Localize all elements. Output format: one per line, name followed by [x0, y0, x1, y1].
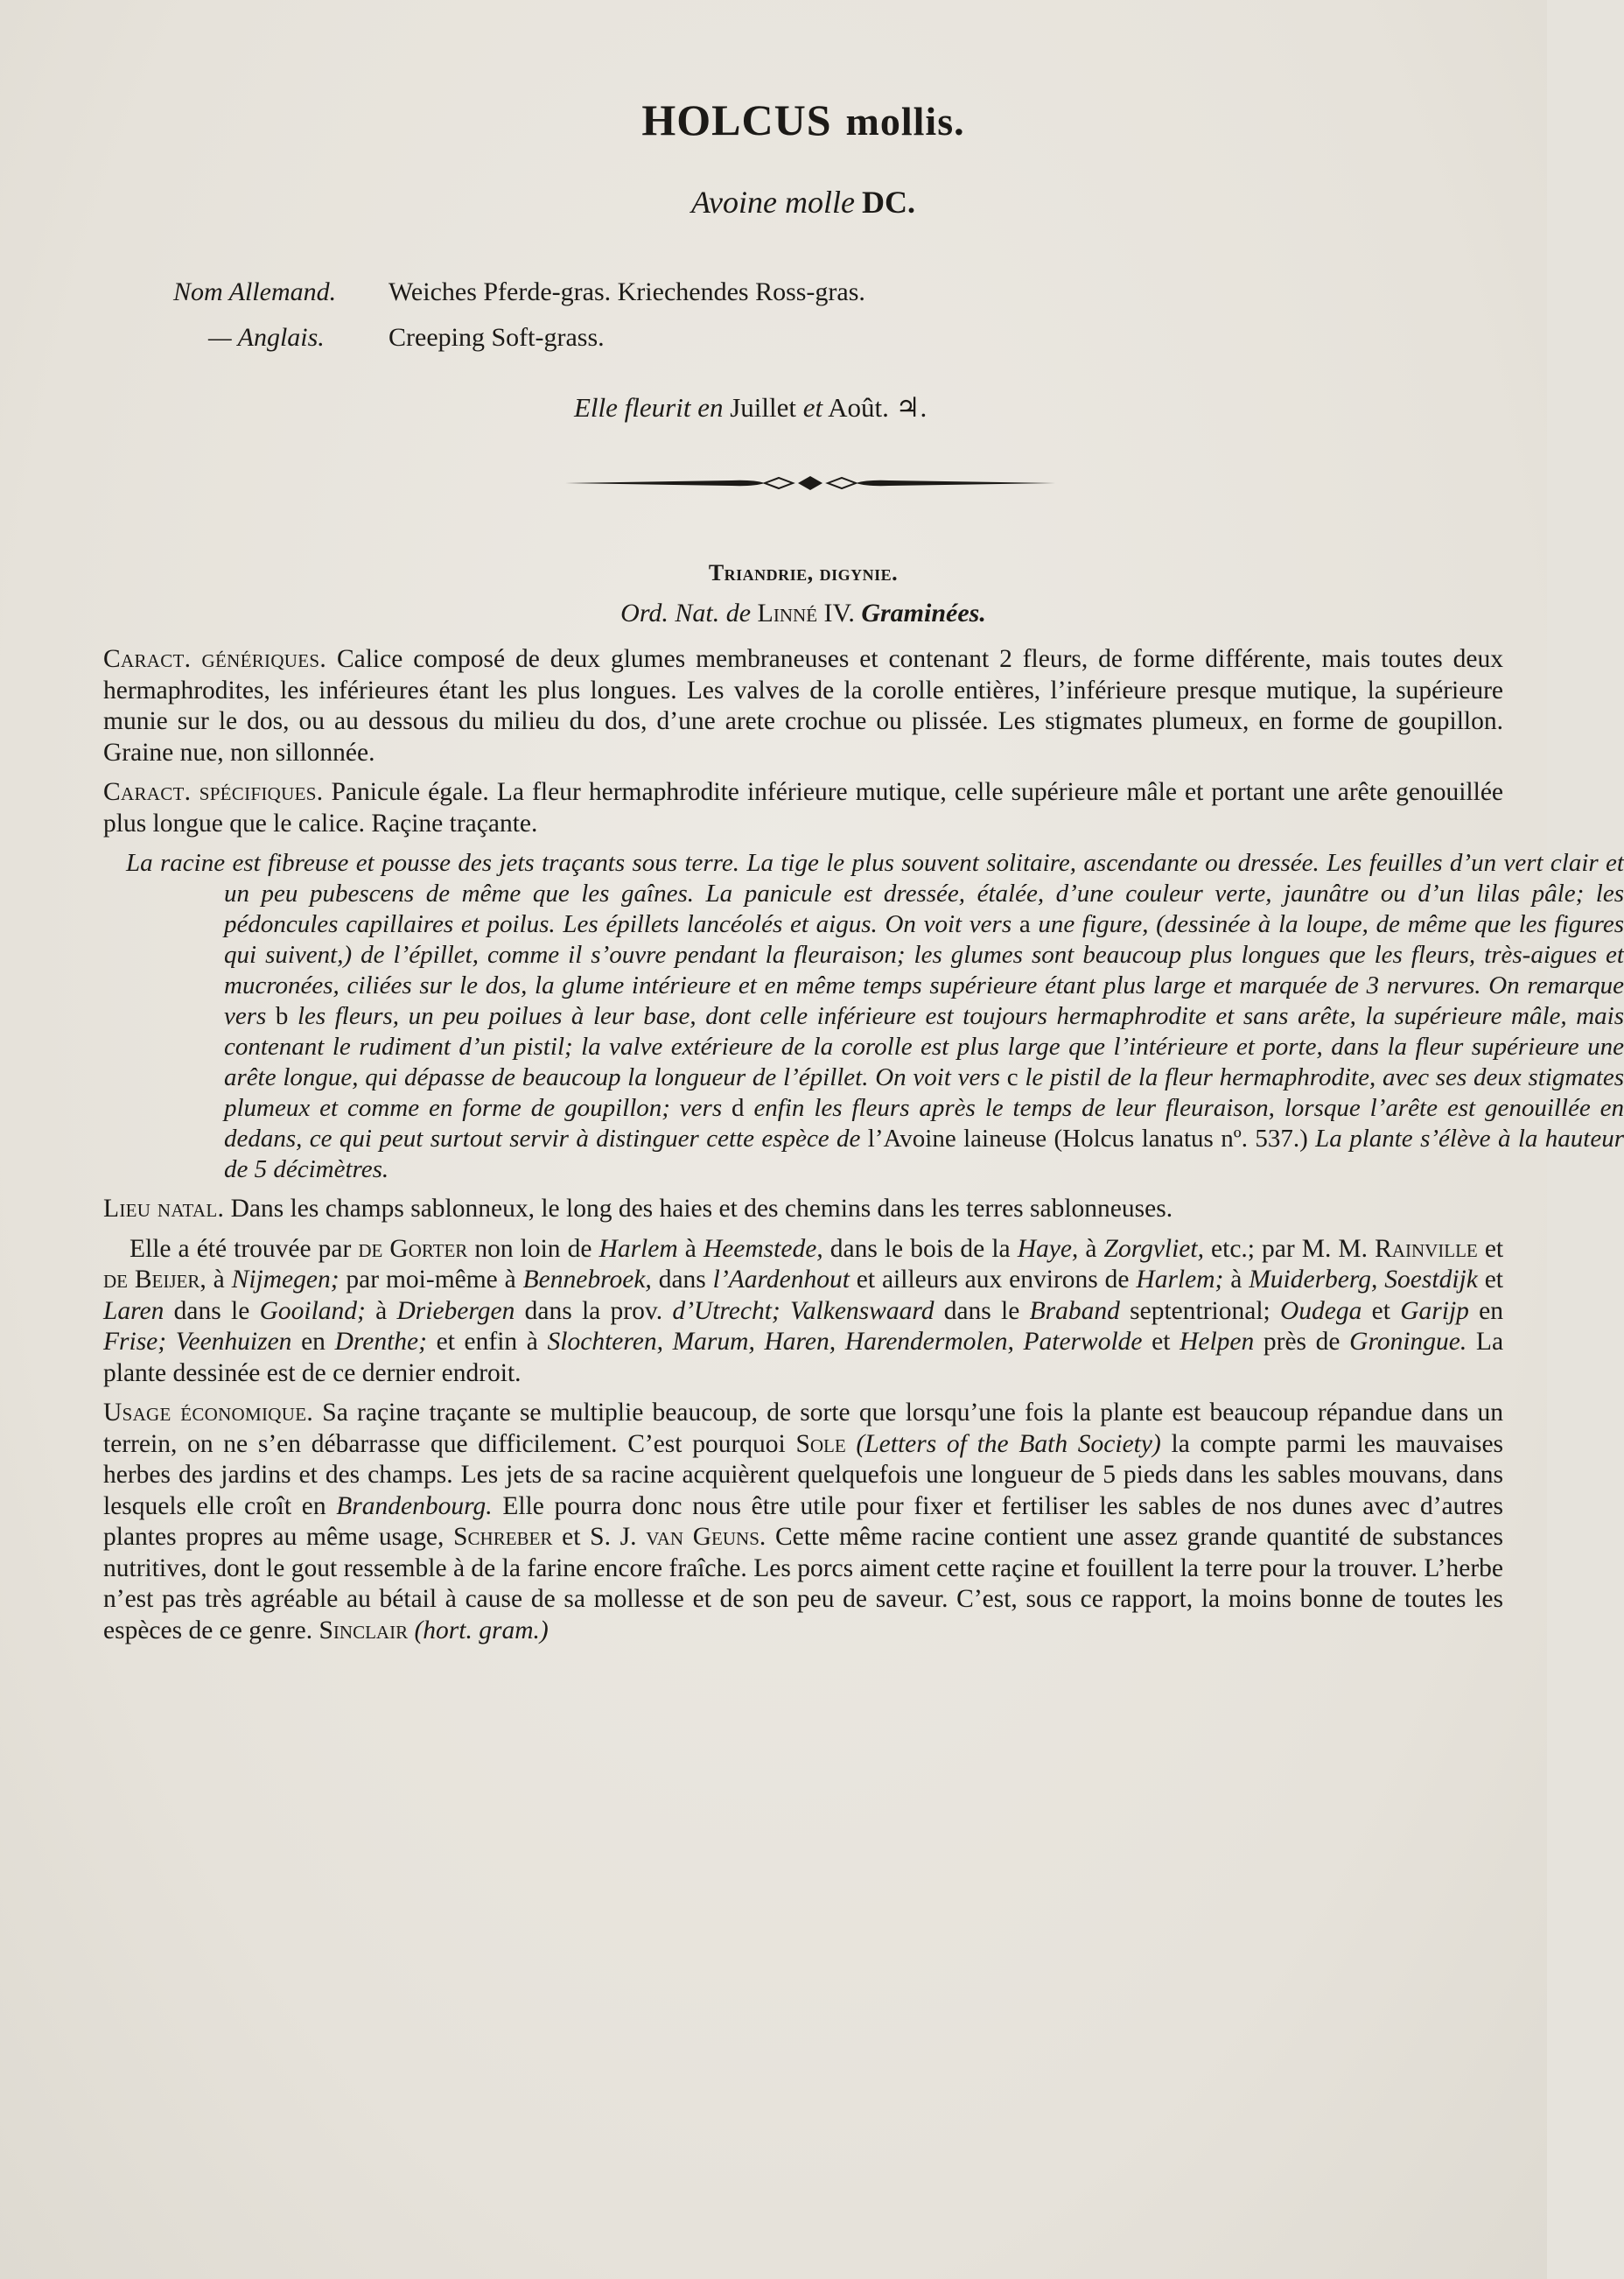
economic-use — [103, 1398, 1503, 1646]
place-name: Gooiland; — [259, 1296, 366, 1325]
locality-text: dans la prov. — [524, 1296, 663, 1325]
common-name-row — [173, 270, 1503, 315]
flowering-text: et — [802, 392, 823, 423]
section-text: et — [562, 1523, 581, 1551]
locality-text: dans le bois de la — [830, 1234, 1011, 1263]
description-text: le pistil de la fleur hermaphrodite, avec ses deux stigmates plumeux et comme en forme de goupillon; vers — [224, 1063, 1624, 1122]
classification: Triandrie, digynie. — [708, 560, 899, 586]
collector-name: de Beijer, — [103, 1266, 206, 1294]
generic-characters — [103, 644, 1503, 768]
place-name: Haye, — [1017, 1234, 1079, 1263]
figure-letter: d — [732, 1094, 745, 1122]
perennial-symbol: ♃. — [895, 392, 928, 423]
common-name-value: Creeping Soft-grass. — [388, 323, 605, 352]
french-name — [103, 184, 1503, 221]
place-name: Brandenbourg. — [336, 1491, 493, 1520]
section-text: Cette même racine contient une assez grande quantité de substances nutritives, dont le gout ressemble à de la farine encore fraîche. Les porcs aiment cette raçine et fouillent la terre pour la trouver. L’herbe n’est pas très agréable au bétail à cause de sa mollesse et de son peu de saveur. C’est, sous ce rapport, la moins bonne de toutes les espèces de ce genre. — [103, 1523, 1504, 1644]
locality-text: La plante dessinée est de ce dernier endroit. — [103, 1328, 1504, 1387]
ornament-divider — [565, 473, 1055, 494]
place-name: Nijmegen; — [231, 1266, 340, 1294]
order-text: Ord. Nat. de — [620, 599, 752, 628]
locality-text: à — [375, 1296, 388, 1325]
genus-name: HOLCUS — [641, 95, 832, 144]
author-name: Schreber — [453, 1523, 553, 1551]
order-linne: Linné — [757, 599, 818, 628]
description-text: La racine est fibreuse et pousse des jets traçants sous terre. La tige le plus souvent solitaire, ascendante ou dressée. Les feuilles d’un vert clair et un peu pubescens de même que les gaînes. La panicule est dressée, étalée, d’une couleur verte, jaunâtre ou d’un lilas pâle; les pédoncules capillaires et poilus. Les épillets lancéolés et aigus. On voit vers — [126, 849, 1624, 938]
common-name-row — [173, 315, 1503, 361]
author-name: Sole — [795, 1429, 846, 1458]
place-name: Oudega — [1279, 1296, 1362, 1325]
place-name: Slochteren, Marum, Haren, Harendermolen, Paterwolde — [547, 1328, 1143, 1356]
section-heading: Usage économique. — [103, 1399, 314, 1427]
order-number: IV. — [823, 599, 855, 628]
cross-reference: l’Avoine laineuse (Holcus lanatus nº. 537.) — [867, 1125, 1308, 1153]
place-name: Frise; Veenhuizen — [103, 1328, 292, 1356]
description-text: enfin les fleurs après le temps de leur fleuraison, lorsque l’arête est genouillée en dedans, ce qui peut surtout servir à distinguer cette espèce de — [224, 1094, 1624, 1153]
species-name: mollis. — [845, 99, 965, 144]
locality-text: dans le — [173, 1296, 250, 1325]
specific-characters — [103, 777, 1503, 839]
locality-text: Elle a été trouvée par — [130, 1234, 352, 1263]
collector-name: de Gorter — [358, 1234, 468, 1263]
natural-order — [103, 599, 1503, 628]
locality-text: et — [1484, 1266, 1503, 1294]
section-text: Sa raçine traçante se multiplie beaucoup, de sorte que lorsqu’une fois la plante est beaucoup répandue dans un terrein, on ne s’en débarrasse que difficilement. C’est pourquoi — [103, 1399, 1504, 1458]
description-text: une figure, (dessinée à la loupe, de même que les figures qui suivent,) de l’épillet, comme il s’ouvre pendant la fleuraison; les glumes sont beaucoup plus longues que les fleurs, très-aigues et mucronées, ciliées sur le dos, la glume intérieure et en même temps supérieure étant plus large et marquée de 3 nervures. On remarque vers — [224, 910, 1624, 1030]
place-name: Harlem — [598, 1234, 678, 1263]
place-name: Braband — [1029, 1296, 1120, 1325]
locality-text: et enfin à — [436, 1328, 538, 1356]
place-name: Bennebroek, — [522, 1266, 652, 1294]
document-body — [103, 88, 1624, 1646]
place-name: Harlem; — [1136, 1266, 1224, 1294]
locality-text: et ailleurs aux environs de — [856, 1266, 1130, 1294]
author-name: S. J. van Geuns. — [590, 1523, 766, 1551]
place-name: Zorgvliet, — [1103, 1234, 1204, 1263]
section-text: Elle pourra donc nous être utile pour fixer et fertiliser les sables de nos dunes avec d’autres plantes propres au même usage, — [103, 1491, 1503, 1551]
flowering-period — [574, 392, 1503, 424]
locality-text: non loin de — [474, 1234, 592, 1263]
locality-text: en — [301, 1328, 326, 1356]
figure-letter: b — [275, 1002, 289, 1030]
place-name: Laren — [103, 1296, 164, 1325]
locality-text: à — [684, 1234, 696, 1263]
locality-text: et — [1484, 1234, 1504, 1263]
section-text: Calice composé de deux glumes membraneuses et contenant 2 fleurs, de forme différente, mais toutes deux hermaphrodites, les inférieures étant les plus longues. Les valves de la corolle entières, l’inférieure presque mutique, la supérieure munie sur le dos, ou au dessous du milieu du dos, d’une arete crochue ou plissée. Les stigmates plumeux, en forme de goupillon. Graine nue, non sillonnée. — [103, 645, 1503, 767]
section-heading: Lieu natal. — [103, 1195, 225, 1223]
place-name: l’Aardenhout — [712, 1266, 850, 1294]
citation: (hort. gram.) — [414, 1616, 549, 1644]
flowering-month: Juillet — [730, 392, 796, 423]
common-name-value: Weiches Pferde-gras. Kriechendes Ross-gras. — [388, 277, 865, 306]
locality-text: par moi-même à — [346, 1266, 516, 1294]
native-habitat — [103, 1194, 1503, 1225]
description-text: les fleurs, un peu poilues à leur base, dont celle inférieure est toujours hermaphrodite et sans arête, la supérieure mâle, mais contenant le rudiment d’un pistil; la valve extérieure de la corolle est plus large que l’intérieure et porte, dans la fleur supérieure une arête longue, qui dépasse de beaucoup la longueur de l’épillet. On voit vers — [224, 1002, 1624, 1091]
common-name-label: — Anglais. — [208, 323, 325, 352]
place-name: Groningue. — [1349, 1328, 1467, 1356]
locality-text: à — [1230, 1266, 1242, 1294]
french-common-name: Avoine molle — [691, 185, 855, 220]
localities — [103, 1234, 1503, 1390]
place-name: d’Utrecht; Valkenswaard — [672, 1296, 934, 1325]
locality-text: et — [1152, 1328, 1171, 1356]
place-name: Heemstede, — [703, 1234, 823, 1263]
flowering-month: Août. — [828, 392, 889, 423]
author-name: Sinclair — [318, 1616, 409, 1644]
place-name: Drenthe; — [334, 1328, 427, 1356]
locality-text: à — [213, 1266, 225, 1294]
plant-description — [103, 848, 1624, 1185]
section-text: la compte parmi les mauvaises herbes des jardins et des champs. Les jets de sa racine acquièrent quelquefois une longueur de 5 pieds dans les sables mouvans, dans lesquels elle croît en — [103, 1429, 1504, 1520]
figure-letter: a — [1018, 910, 1031, 938]
place-name: Helpen — [1180, 1328, 1255, 1356]
section-text: Panicule égale. La fleur hermaphrodite inférieure mutique, celle supérieure mâle et portant une arête genouillée plus longue que le calice. Raçine traçante. — [103, 778, 1504, 838]
french-author: DC. — [861, 185, 915, 220]
locality-text: à — [1085, 1234, 1097, 1263]
citation: (Letters of the Bath Society) — [856, 1429, 1161, 1458]
locality-text: etc.; par M. M. — [1211, 1234, 1368, 1263]
main-text — [103, 644, 1624, 1646]
figure-letter: c — [1006, 1063, 1018, 1091]
section-text: Dans les champs sablonneux, le long des haies et des chemins dans les terres sablonneuses. — [230, 1195, 1173, 1223]
section-heading: Caract. génériques. — [103, 645, 327, 673]
locality-text: dans — [658, 1266, 706, 1294]
order-family: Graminées. — [861, 599, 986, 628]
locality-text: en — [1479, 1296, 1504, 1325]
place-name: Garijp — [1400, 1296, 1469, 1325]
section-heading: Caract. spécifiques. — [103, 778, 324, 806]
place-name: Muiderberg, Soestdijk — [1249, 1266, 1478, 1294]
locality-text: septentrional; — [1130, 1296, 1270, 1325]
locality-text: et — [1371, 1296, 1390, 1325]
place-name: Driebergen — [396, 1296, 515, 1325]
page-title — [103, 88, 1503, 145]
collector-name: Rainville — [1375, 1234, 1478, 1263]
common-names — [173, 270, 1503, 361]
flowering-text: Elle fleurit en — [574, 392, 724, 423]
locality-text: dans le — [943, 1296, 1020, 1325]
locality-text: près de — [1263, 1328, 1340, 1356]
common-name-label: Nom Allemand. — [173, 277, 337, 306]
description-text: La plante s’élève à la hauteur de 5 décimètres. — [224, 1125, 1624, 1183]
